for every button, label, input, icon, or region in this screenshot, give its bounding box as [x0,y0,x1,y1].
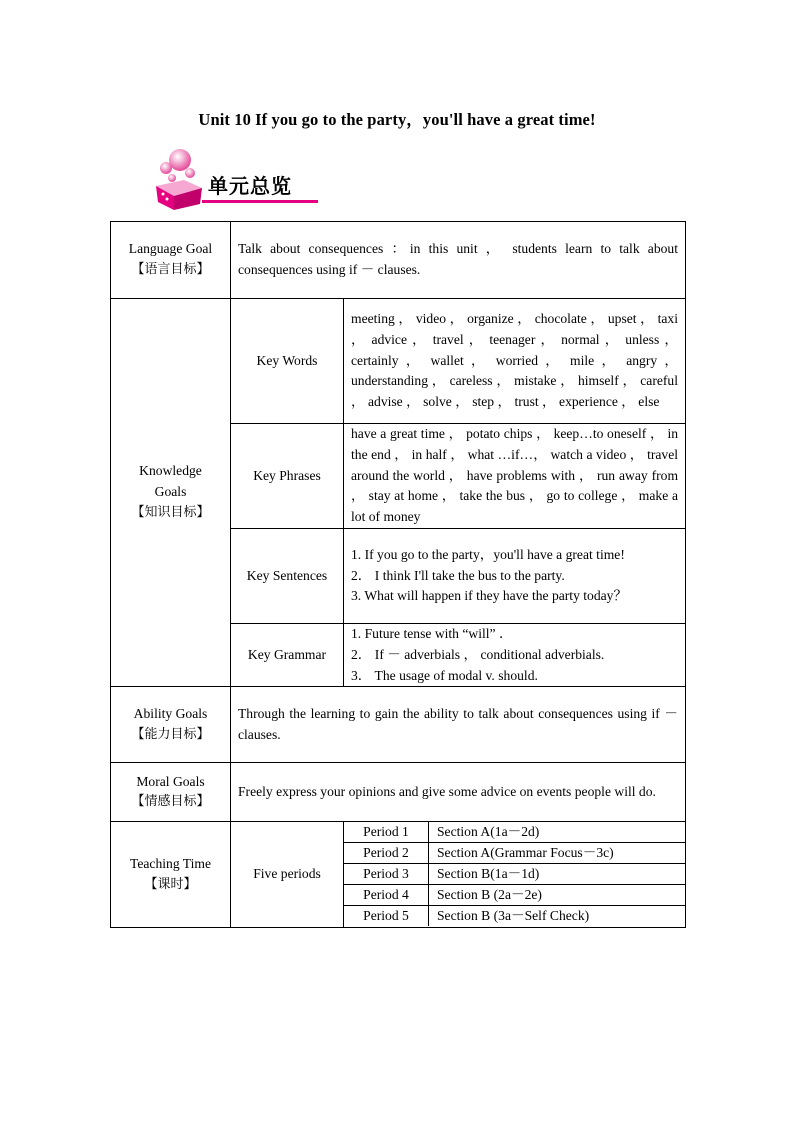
teaching-time-label: Teaching Time 【课时】 [111,822,231,928]
key-sentence-item: 2． I think I'll take the bus to the party. [351,567,565,583]
key-grammar-label: Key Grammar [231,623,344,686]
period-row [344,843,685,864]
language-goal-content: Talk about consequences ：in this unit ， students learn to talk about consequences using if － clauses. [231,222,686,299]
key-grammar-item: 2． If － adverbials ， conditional adverbials. [351,646,605,662]
period-row [344,885,685,906]
key-grammar-item: 1. Future tense with “will” ． [351,625,513,641]
unit-overview-banner [150,146,320,210]
moral-goals-content: Freely express your opinions and give some advice on events people will do. [231,763,686,822]
banner-underline [202,200,318,203]
teaching-time-row [111,822,686,928]
period-section: Section B (2a－2e) [429,885,686,906]
key-sentences-label: Key Sentences [231,528,344,623]
key-phrases-label: Key Phrases [231,424,344,529]
unit-overview-table [110,221,686,928]
period-section: Section B (3a－Self Check) [437,908,590,924]
period-section: Section A(Grammar Focus－3c) [429,843,686,864]
period-section: Section A(1a－2d) [429,822,686,843]
period-row [344,906,685,927]
key-sentence-item: 3. What will happen if they have the party today？ [351,588,628,604]
period-number: Period 3 [344,864,429,885]
language-goal-row [111,222,686,299]
knowledge-goals-label: Knowledge Goals 【知识目标】 [111,299,231,687]
periods-cell [344,822,686,928]
period-number: Period 4 [344,885,429,906]
key-sentences-content [344,528,686,623]
period-row [344,822,685,843]
periods-table [344,822,685,926]
period-number: Period 5 [344,906,429,927]
page-title: Unit 10 If you go to the party，you'll have a great time! [198,110,596,129]
ability-goals-row [111,687,686,763]
key-words-content: meeting ， video ， organize ， chocolate ， upset ， taxi ， advice ， travel ， teenager ， normal ， unless ， certainly ， wallet ， worried ， mile ， angry ， understanding ， careless ， mistake ， himself ， careful ， advise ， solve ， step ， trust ， experience ， else [344,299,686,424]
key-grammar-content [344,623,686,686]
language-goal-label: Language Goal 【语言目标】 [111,222,231,299]
period-row [344,864,685,885]
gift-box-icon [150,146,210,210]
key-grammar-item: 3． The usage of modal v. should. [351,667,538,683]
teaching-time-total: Five periods [231,822,344,928]
ability-goals-label: Ability Goals 【能力目标】 [111,687,231,763]
key-words-row [111,299,686,424]
moral-goals-row [111,763,686,822]
key-words-label: Key Words [231,299,344,424]
key-phrases-content: have a great time ， potato chips ， keep…to oneself ， in the end ， in half ， what …if…， watch a video ， travel around the world ， have problems with ， run away from ， stay at home ， take the bus ， go to college ， make a lot of money [344,424,686,529]
moral-goals-label: Moral Goals 【情感目标】 [111,763,231,822]
period-number: Period 1 [344,822,429,843]
period-number: Period 2 [344,843,429,864]
banner-label: 单元总览 [208,174,292,198]
key-sentence-item: 1. If you go to the party，you'll have a great time! [351,546,625,562]
ability-goals-content: Through the learning to gain the ability to talk about consequences using if － clauses. [231,687,686,763]
period-section: Section B(1a－1d) [429,864,686,885]
